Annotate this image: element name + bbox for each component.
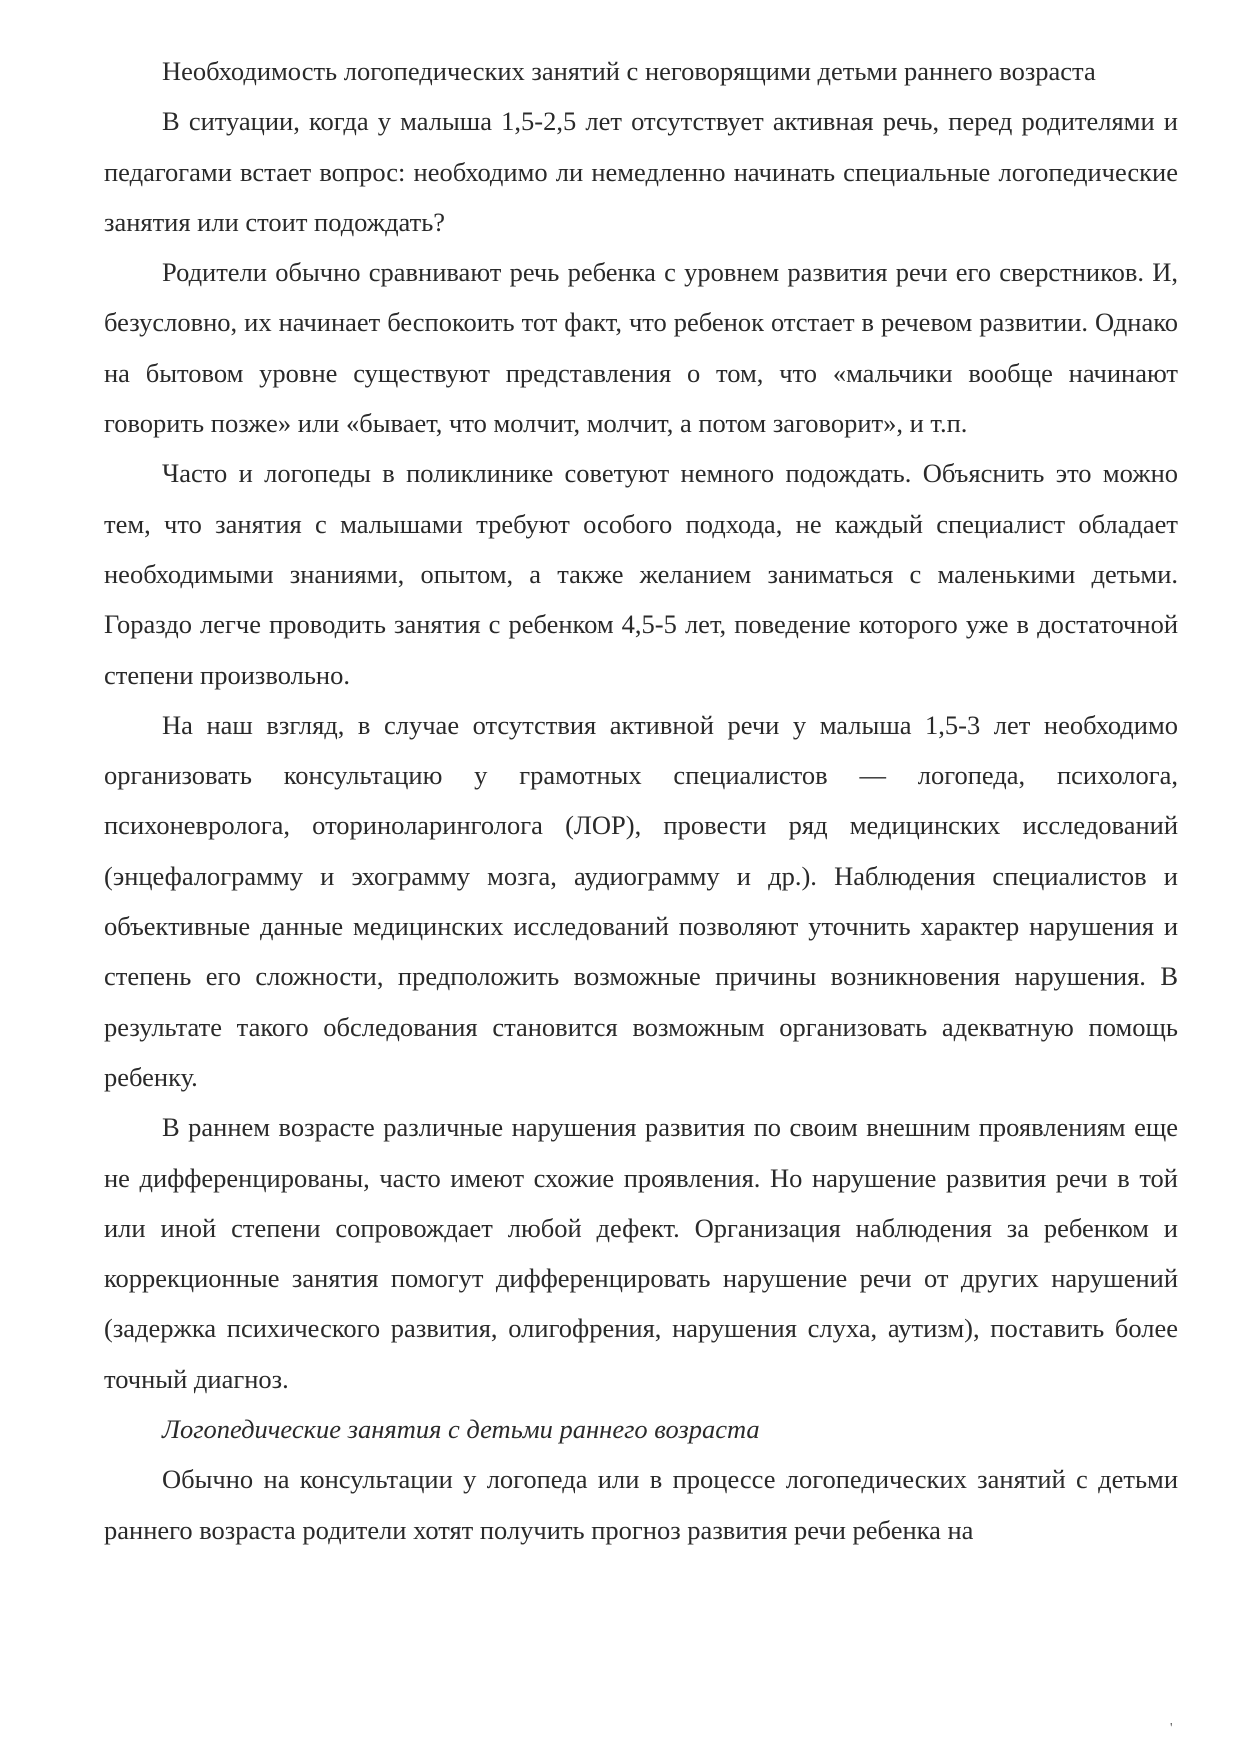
paragraph: В ситуации, когда у малыша 1,5-2,5 лет отсутствует активная речь, перед родителями и педагогами встает вопрос: необходимо ли немедленно начинать специальные логопедические занятия или стоит подождать? bbox=[104, 106, 1178, 237]
paragraph: Родители обычно сравнивают речь ребенка с уровнем развития речи его сверстников. И, безусловно, их начинает беспокоить тот факт, что ребенок отстает в речевом развитии. Однако на бытовом уровне существуют представления о том, что «мальчики вообще начинают говорить позже» или «бывает, что молчит, молчит, а потом заговорит», и т.п. bbox=[104, 257, 1178, 439]
document-page bbox=[104, 46, 1178, 1555]
section-subheading: Логопедические занятия с детьми раннего возраста bbox=[162, 1414, 760, 1445]
paragraph-continued: Обычно на консультации у логопеда или в процессе логопедических занятий с детьми раннего возраста родители хотят получить прогноз развития речи ребенка на bbox=[104, 1464, 1178, 1545]
document-title: Необходимость логопедических занятий с неговорящими детьми раннего возраста bbox=[162, 56, 1096, 86]
paragraph: Часто и логопеды в поликлинике советуют немного подождать. Объяснить это можно тем, что занятия с малышами требуют особого подхода, не каждый специалист обладает необходимыми знаниями, опытом, а также желанием заниматься с маленькими детьми. Гораздо легче проводить занятия с ребенком 4,5-5 лет, поведение которого уже в достаточной степени произвольно. bbox=[104, 458, 1178, 690]
corner-mark: ' bbox=[1170, 1721, 1173, 1736]
paragraph: В раннем возрасте различные нарушения развития по своим внешним проявлениям еще не дифференцированы, часто имеют схожие проявления. Но нарушение развития речи в той или иной степени сопровождает любой дефект. Организация наблюдения за ребенком и коррекционные занятия помогут дифференцировать нарушение речи от других нарушений (задержка психического развития, олигофрения, нарушения слуха, аутизм), поставить более точный диагноз. bbox=[104, 1112, 1178, 1394]
paragraph: На наш взгляд, в случае отсутствия активной речи у малыша 1,5-3 лет необходимо организовать консультацию у грамотных специалистов — логопеда, психолога, психоневролога, оториноларинголога (ЛОР), провести ряд медицинских исследований (энцефалограмму и эхограмму мозга, аудиограмму и др.). Наблюдения специалистов и объективные данные медицинских исследований позволяют уточнить характер нарушения и степень его сложности, предположить возможные причины возникновения нарушения. В результате такого обследования становится возможным организовать адекватную помощь ребенку. bbox=[104, 709, 1178, 1092]
